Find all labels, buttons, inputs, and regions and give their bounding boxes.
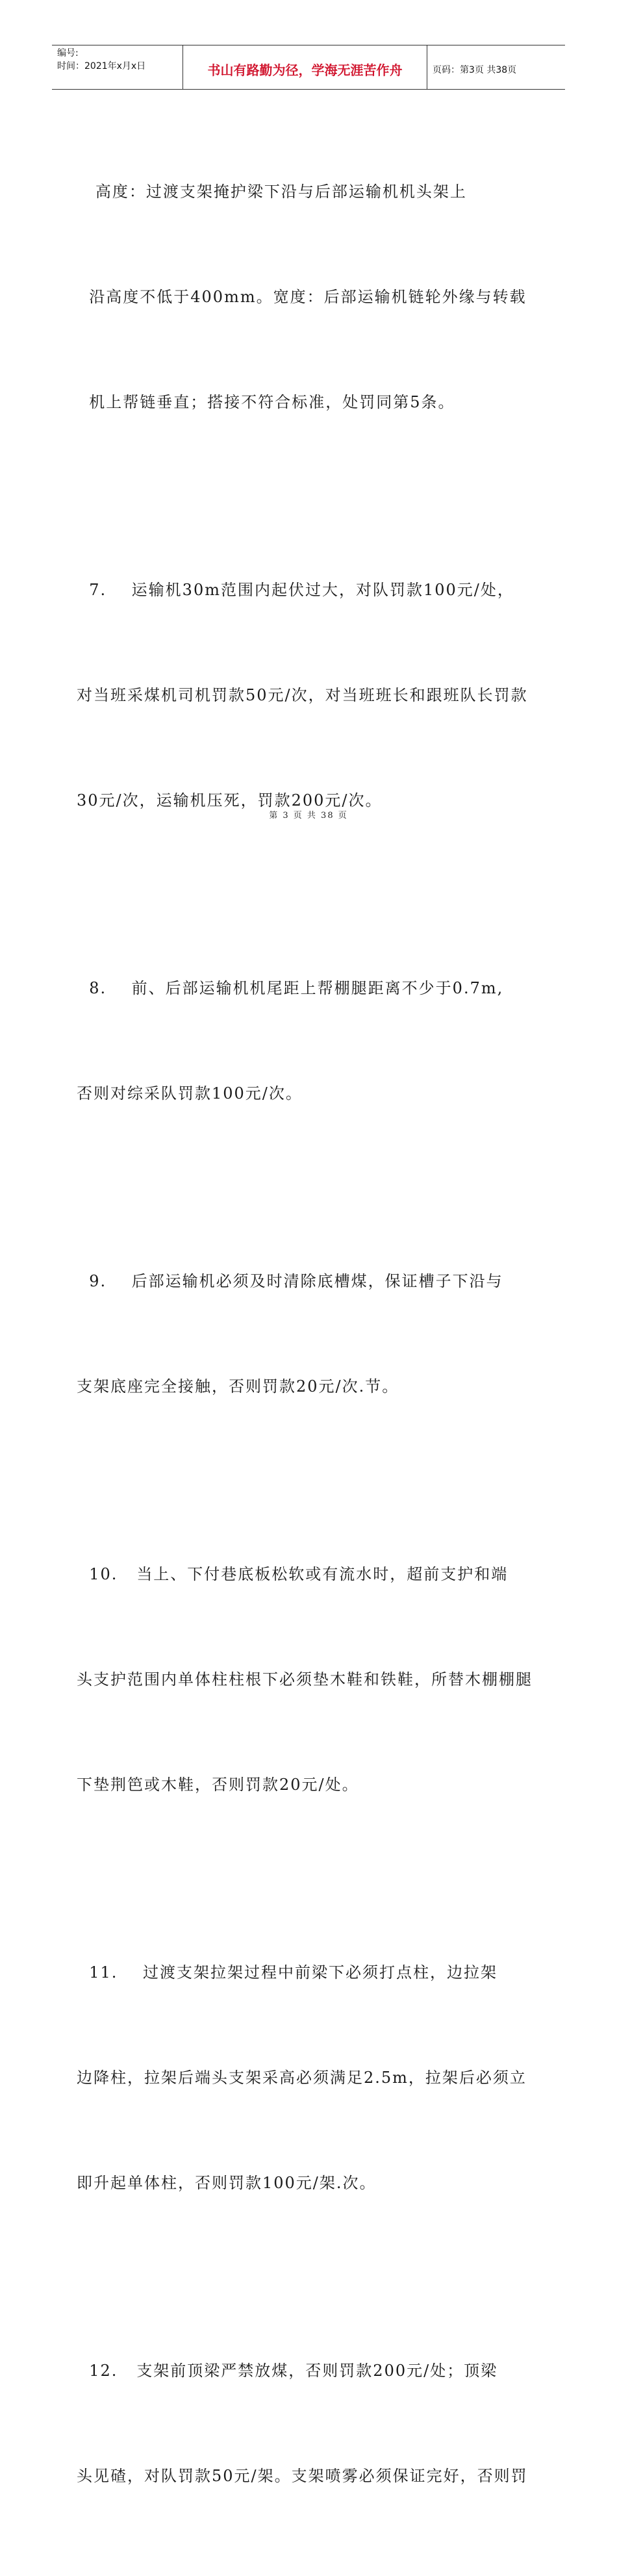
text-line: 机上帮链垂直；搭接不符合标准，处罚同第5条。: [77, 393, 455, 411]
document-body: [77, 104, 531, 2576]
text-line: 支架底座完全接触，否则罚款20元/次.节。: [77, 1377, 399, 1396]
paragraph-height-spec: [77, 104, 531, 490]
text-line: 即升起单体柱，否则罚款100元/架.次。: [77, 2174, 377, 2192]
paragraph-item-12: [77, 2283, 531, 2564]
text-line: 头支护范围内单体柱柱根下必须垫木鞋和铁鞋，所替木棚棚腿: [77, 1670, 533, 1689]
text-line: 对当班采煤机司机罚款50元/次，对当班班长和跟班队长罚款: [77, 686, 528, 704]
text-line: 否则对综采队罚款100元/次。: [77, 1084, 303, 1103]
paragraph-item-8: [77, 900, 531, 1181]
text-line: 8. 前、后部运输机机尾距上帮棚腿距离不少于0.7m,: [77, 979, 504, 997]
paragraph-item-9: [77, 1193, 531, 1474]
document-time-label: 时间：2021年x月x日: [57, 61, 146, 71]
document-number-label: 编号:: [57, 48, 79, 58]
header-meta: [52, 45, 183, 89]
text-line: 7. 运输机30m范围内起伏过大，对队罚款100元/处，: [77, 581, 514, 599]
text-line: 9. 后部运输机必须及时清除底槽煤，保证槽子下沿与: [77, 1272, 503, 1290]
header-page-number: 页码：第3页 共38页: [433, 64, 517, 75]
text-line: 边降柱，拉架后端头支架采高必须满足2.5m，拉架后必须立: [77, 2069, 527, 2087]
page-header: [52, 45, 565, 90]
paragraph-item-11: [77, 1885, 531, 2271]
text-line: 10. 当上、下付巷底板松软或有流水时，超前支护和端: [77, 1565, 509, 1583]
paragraph-item-7: [77, 502, 531, 888]
text-line: 11. 过渡支架拉架过程中前梁下必须打点柱，边拉架: [77, 1963, 497, 1982]
paragraph-item-10: [77, 1486, 531, 1872]
text-line: 30元/次，运输机压死，罚款200元/次。: [77, 791, 383, 810]
text-line: 高度：过渡支架掩护梁下沿与后部运输机机头架上: [77, 183, 467, 201]
text-line: 12. 支架前顶梁严禁放煤，否则罚款200元/处；顶梁: [77, 2362, 498, 2380]
page-footer: 第 3 页 共 38 页: [269, 811, 348, 821]
text-line: 下垫荆笆或木鞋，否则罚款20元/处。: [77, 1776, 359, 1794]
header-motto: 书山有路勤为径，学海无涯苦作舟: [183, 45, 427, 89]
text-line: 沿高度不低于400mm。宽度：后部运输机链轮外缘与转载: [77, 288, 527, 306]
text-line: 头见碴，对队罚款50元/架。支架喷雾必须保证完好，否则罚: [77, 2467, 528, 2485]
